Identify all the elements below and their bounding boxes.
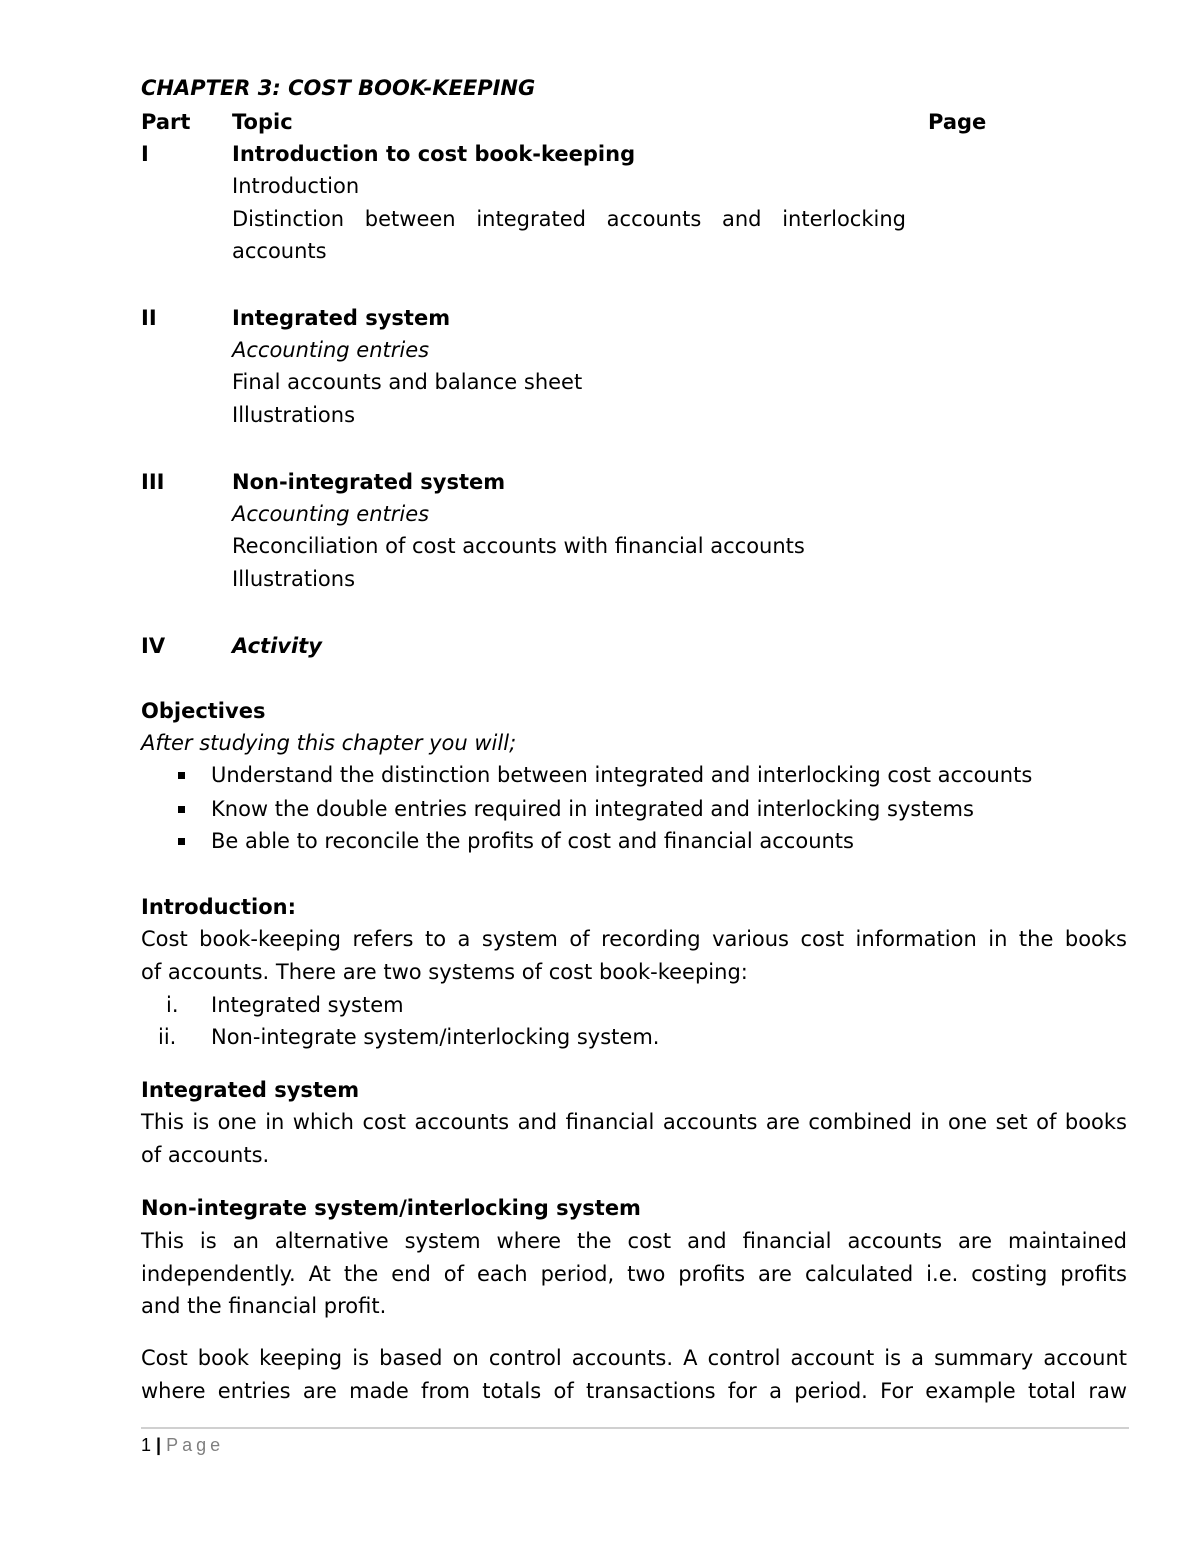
toc-item: accounts (232, 239, 327, 263)
toc-item: Accounting entries (232, 502, 430, 526)
toc-section-title: Activity (232, 634, 322, 658)
toc-section-title: Non-integrated system (232, 470, 506, 494)
toc-part-number: III (141, 470, 165, 494)
toc-part-number: IV (141, 634, 166, 658)
toc-header-page: Page (928, 110, 987, 134)
bullet-icon (178, 838, 185, 845)
toc-item: Accounting entries (232, 338, 430, 362)
objective-item: Understand the distinction between integrated and interlocking cost accounts (211, 763, 1033, 787)
objectives-intro: After studying this chapter you will; (141, 731, 517, 755)
toc-item: Distinction between integrated accounts and interlocking (232, 207, 906, 231)
list-number: ii. (158, 1025, 177, 1049)
toc-header-part: Part (141, 110, 191, 134)
list-number: i. (166, 993, 179, 1017)
toc-item: Illustrations (232, 403, 356, 427)
footer-rule (141, 1427, 1129, 1429)
toc-part-number: II (141, 306, 157, 330)
objective-item: Be able to reconcile the profits of cost and financial accounts (211, 829, 854, 853)
integrated-text: This is one in which cost accounts and financial accounts are combined in one set of books (141, 1110, 1127, 1134)
toc-header-topic: Topic (232, 110, 293, 134)
page-label: Page (166, 1435, 225, 1455)
list-item: Non-integrate system/interlocking system. (211, 1025, 660, 1049)
toc-item: Reconciliation of cost accounts with financial accounts (232, 534, 805, 558)
toc-item: Final accounts and balance sheet (232, 370, 583, 394)
non-integrated-text: independently. At the end of each period, two profits are calculated i.e. costing profits (141, 1262, 1127, 1286)
toc-item: Introduction (232, 174, 360, 198)
control-accounts-text: Cost book keeping is based on control accounts. A control account is a summary account (141, 1346, 1127, 1370)
introduction-text: Cost book-keeping refers to a system of recording various cost information in the books (141, 927, 1127, 951)
toc-section-title: Introduction to cost book-keeping (232, 142, 636, 166)
toc-item: Illustrations (232, 567, 356, 591)
objectives-heading: Objectives (141, 699, 266, 723)
footer-separator: | (156, 1435, 162, 1455)
non-integrated-heading: Non-integrate system/interlocking system (141, 1196, 641, 1220)
list-item: Integrated system (211, 993, 404, 1017)
control-accounts-text: where entries are made from totals of transactions for a period. For example total raw (141, 1379, 1127, 1403)
introduction-heading: Introduction: (141, 895, 297, 919)
page-footer (141, 1433, 224, 1457)
bullet-icon (178, 806, 185, 813)
objective-item: Know the double entries required in integrated and interlocking systems (211, 797, 974, 821)
toc-part-number: I (141, 142, 149, 166)
non-integrated-text: and the financial profit. (141, 1294, 387, 1318)
toc-section-title: Integrated system (232, 306, 451, 330)
integrated-text: of accounts. (141, 1143, 270, 1167)
introduction-text: of accounts. There are two systems of cost book-keeping: (141, 960, 748, 984)
bullet-icon (178, 772, 185, 779)
integrated-heading: Integrated system (141, 1078, 360, 1102)
chapter-title: CHAPTER 3: COST BOOK-KEEPING (141, 76, 536, 100)
non-integrated-text: This is an alternative system where the cost and financial accounts are maintained (141, 1229, 1127, 1253)
page-number: 1 (141, 1435, 152, 1455)
